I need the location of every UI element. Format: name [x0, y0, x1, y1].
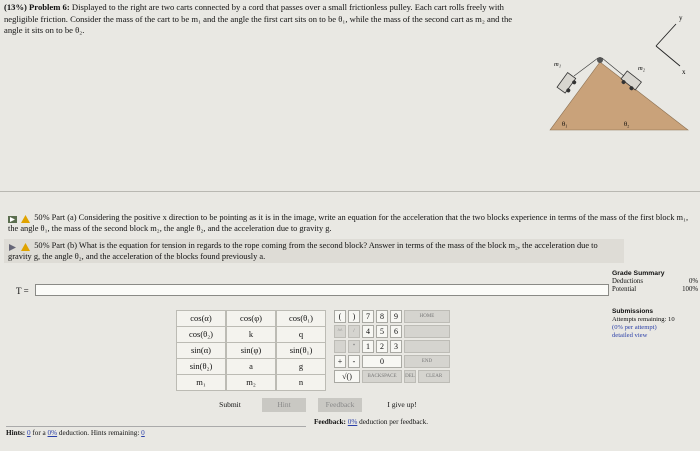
fn-m1[interactable]: m₁ — [176, 374, 226, 391]
hints-pct: 0% — [47, 429, 58, 437]
key-5[interactable]: 5 — [376, 325, 388, 338]
detailed-view-link[interactable]: detailed view — [612, 332, 648, 339]
attempts-remaining: Attempts remaining: 10 — [612, 316, 675, 323]
submissions-title: Submissions — [612, 308, 654, 315]
m1-label: m₁ — [554, 61, 561, 68]
key-sqrt[interactable]: √() — [334, 370, 360, 383]
key-del[interactable]: DEL — [404, 370, 416, 383]
hints-for-a: for a — [32, 429, 46, 437]
part-a-expand-icon[interactable] — [8, 215, 17, 222]
hints-label: Hints: — [6, 429, 26, 437]
carts-figure — [538, 4, 698, 134]
fn-sin-alpha[interactable]: sin(α) — [176, 342, 226, 359]
fn-m2[interactable]: m₂ — [226, 374, 276, 391]
key-arrow-right[interactable] — [404, 340, 450, 353]
fn-q[interactable]: q — [276, 326, 326, 343]
part-b[interactable] — [8, 240, 613, 262]
feedback-button[interactable]: Feedback — [318, 398, 362, 412]
key-mul[interactable]: * — [348, 340, 360, 353]
axis-x-label: x — [682, 68, 686, 76]
key-7[interactable]: 7 — [362, 310, 374, 323]
warning-icon — [21, 243, 30, 250]
key-8[interactable]: 8 — [376, 310, 388, 323]
fn-cos-alpha[interactable]: cos(α) — [176, 310, 226, 327]
key-clear[interactable]: CLEAR — [418, 370, 450, 383]
per-attempt: (0% per attempt) — [612, 324, 657, 331]
problem-text: Displayed to the right are two carts connected by a cord that passes over a small frictionless pulley. Each cart rolls freely with negligible friction. Consider the mass of the cart to be m₁ and the angle the first cart sits on to be θ₁, while the mass of the second cart as m₂ and the angle it sits on to be θ₂. — [4, 2, 513, 35]
warning-icon — [21, 215, 30, 222]
key-backspace[interactable]: BACKSPACE — [362, 370, 402, 383]
grade-row-deductions: Deductions 0% — [612, 278, 698, 285]
grade-row-potential: Potential 100% — [612, 286, 698, 293]
key-0[interactable]: 0 — [362, 355, 402, 368]
answer-label: T = — [16, 286, 29, 296]
theta1-label: θ₁ — [562, 121, 568, 128]
axis-y-label: y — [679, 14, 683, 22]
key-4[interactable]: 4 — [362, 325, 374, 338]
fn-sin-theta2[interactable]: sin(θ₂) — [176, 358, 226, 375]
grade-summary-title: Grade Summary — [612, 270, 665, 277]
cart-1 — [557, 73, 578, 95]
give-up-button[interactable]: I give up! — [387, 400, 417, 409]
key-6[interactable]: 6 — [390, 325, 402, 338]
key-plus[interactable]: + — [334, 355, 346, 368]
feedback-pct: 0% — [347, 418, 358, 426]
problem-header: (13%) Problem 6: — [4, 2, 70, 12]
hints-count: 0 — [26, 429, 31, 437]
submit-button[interactable]: Submit — [219, 400, 241, 409]
part-b-text: 50% Part (b) What is the equation for tension in regards to the rope coming from the second block? Answer in terms of the mass of the block m₂, the acceleration due to gravity g, the angle θ₂, and the acceleration of the blocks found previously a. — [8, 241, 598, 261]
submissions-panel — [612, 308, 698, 340]
problem-statement — [4, 2, 524, 37]
section-divider — [0, 191, 700, 192]
feedback-label: Feedback: — [314, 418, 346, 426]
fn-g[interactable]: g — [276, 358, 326, 375]
fn-sin-phi[interactable]: sin(φ) — [226, 342, 276, 359]
part-a-text: 50% Part (a) Considering the positive x direction to be pointing as it is in the image, write an equation for the acceleration that the two blocks experience in terms of the mass of the first block m₁, the angle θ₁, the mass of the second block m₂, the angle θ₂, and the acceleration due to gravity g. — [8, 213, 689, 233]
hint-button[interactable]: Hint — [262, 398, 306, 412]
hints-remaining: 0 — [141, 429, 145, 437]
fn-cos-theta1[interactable]: cos(θ₁) — [276, 310, 326, 327]
key-end[interactable]: END — [404, 355, 450, 368]
fn-a[interactable]: a — [226, 358, 276, 375]
key-2[interactable]: 2 — [376, 340, 388, 353]
grade-summary — [612, 270, 698, 294]
m2-label: m₂ — [638, 65, 645, 72]
key-blank[interactable] — [334, 340, 346, 353]
key-minus[interactable]: - — [348, 355, 360, 368]
part-a[interactable] — [8, 212, 693, 234]
axes-icon — [656, 24, 680, 66]
fn-n[interactable]: n — [276, 374, 326, 391]
feedback-text: deduction per feedback. — [359, 418, 428, 426]
hints-deduction: deduction. Hints remaining: — [58, 429, 140, 437]
fn-k[interactable]: k — [226, 326, 276, 343]
answer-input[interactable] — [35, 284, 609, 296]
key-3[interactable]: 3 — [390, 340, 402, 353]
key-close-paren[interactable]: ) — [348, 310, 360, 323]
theta2-label: θ₂ — [624, 121, 630, 128]
part-b-collapse-icon[interactable] — [8, 243, 17, 250]
key-div[interactable]: / — [348, 325, 360, 338]
key-arrow-left[interactable] — [404, 325, 450, 338]
fn-sin-theta1[interactable]: sin(θ₁) — [276, 342, 326, 359]
feedback-bar — [314, 418, 428, 426]
key-open-paren[interactable]: ( — [334, 310, 346, 323]
key-home[interactable]: HOME — [404, 310, 450, 323]
key-1[interactable]: 1 — [362, 340, 374, 353]
fn-cos-phi[interactable]: cos(φ) — [226, 310, 276, 327]
hints-bar — [6, 426, 306, 440]
key-9[interactable]: 9 — [390, 310, 402, 323]
fn-cos-theta2[interactable]: cos(θ₂) — [176, 326, 226, 343]
key-pow[interactable]: ^^ — [334, 325, 346, 338]
